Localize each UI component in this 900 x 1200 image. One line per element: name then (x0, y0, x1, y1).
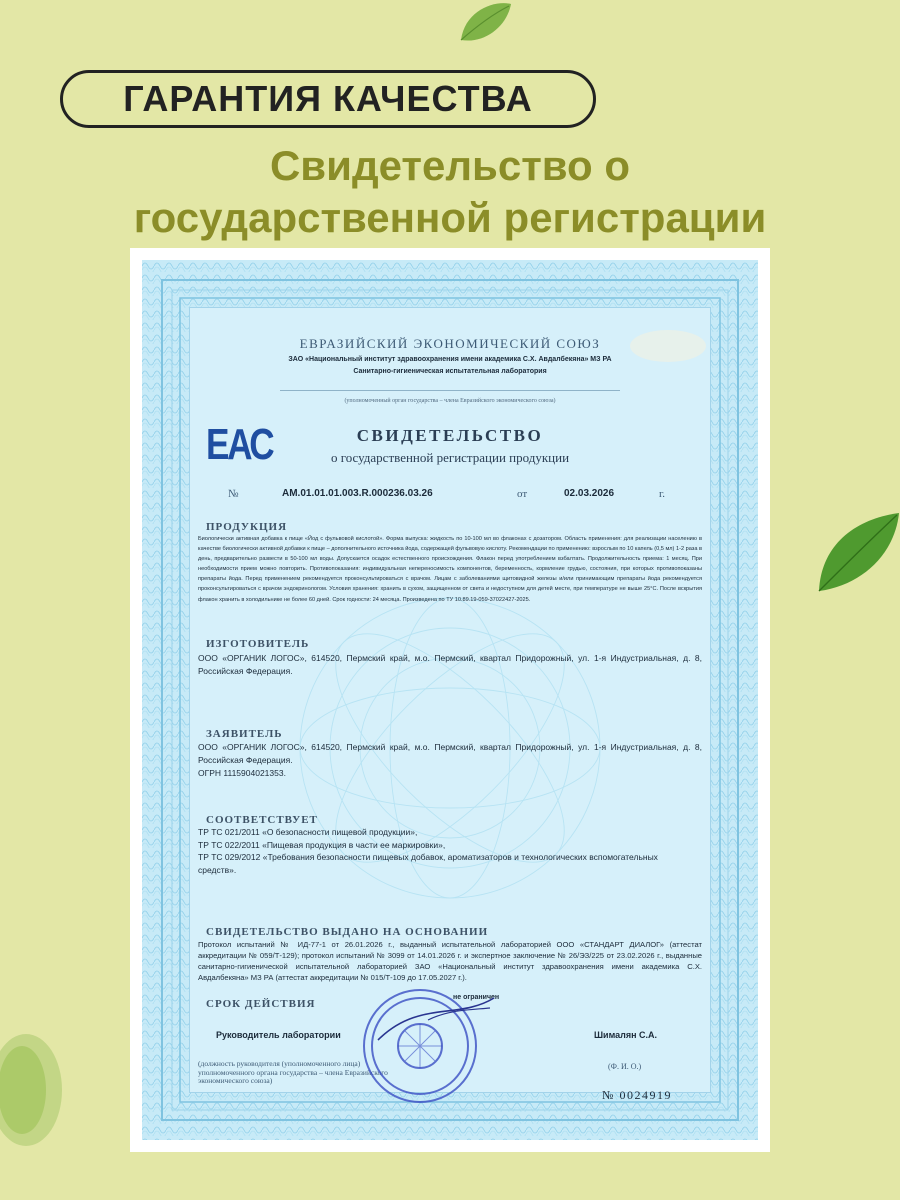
signatory-name: Шималян С.А. (594, 1030, 658, 1040)
leaf-bottom-left-icon (0, 1030, 80, 1150)
title-line-2: государственной регистрации (133, 194, 767, 241)
manufacturer-text: ООО «ОРГАНИК ЛОГОС», 614520, Пермский край, м.о. Пермский, квартал Придорожный, ул. 1-я Индустриальная, д. 8, Российская Федерация. (198, 653, 702, 676)
authority-rule (280, 390, 620, 391)
document-subtitle: о государственной регистрации продукции (330, 450, 570, 465)
leaf-right-icon (815, 505, 900, 595)
validity-heading: СРОК ДЕЙСТВИЯ (206, 998, 316, 1010)
basis-heading: СВИДЕТЕЛЬСТВО ВЫДАНО НА ОСНОВАНИИ (206, 926, 489, 938)
compliance-heading: СООТВЕТСТВУЕТ (206, 814, 318, 826)
date-label: от (517, 488, 528, 500)
institute-name: ЗАО «Национальный институт здравоохранения имени академика С.Х. Авдалбекяна» МЗ РА (288, 356, 612, 363)
official-stamp-icon (358, 980, 498, 1110)
basis-text: Протокол испытаний № ИД-77-1 от 26.01.2026 г., выданный испытательной лабораторией ООО «СТАНДАРТ ДИАЛОГ» (аттестат аккредитации № 059/Т-129); протокол испытаний № 3099 от 14.01.2026 г. и экспертное заключение № 26/ЭЗ/225 от 23.02.2026 г., выданные санитарно-гигиенической испытательной лабораторией ЗАО «Национальный институт здравоохранения имени академика С.Х. Авдалбекяна» МЗ РА (аттестат аккредитации № 015/Т-109 до 17.05.2027 г.). (198, 940, 702, 982)
eac-logo: ЕАС (206, 420, 273, 469)
quality-badge (60, 70, 596, 128)
compliance-item: ТР ТС 029/2012 «Требования безопасности пищевых добавок, ароматизаторов и технологических вспомогательных средств». (198, 852, 658, 875)
form-number: № 0024919 (602, 1088, 672, 1102)
year-suffix: г. (659, 488, 666, 500)
certificate-number: AM.01.01.01.003.R.000236.03.26 (282, 488, 433, 499)
laboratory-name: Санитарно-гигиеническая испытательная лаборатория (353, 368, 547, 375)
applicant-heading: ЗАЯВИТЕЛЬ (206, 728, 283, 740)
role-note: (должность руководителя (уполномоченного лица) уполномоченного органа государства – члена Евразийского экономического союза) (198, 1059, 388, 1085)
leaf-top-icon (455, 0, 515, 45)
certificate-date: 02.03.2026 (564, 488, 615, 499)
fio-note: (Ф. И. О.) (608, 1062, 642, 1071)
authority-note: (уполномоченный орган государства – члена Евразийского экономического союза) (344, 398, 556, 404)
badge-label: ГАРАНТИЯ КАЧЕСТВА (123, 78, 533, 119)
compliance-item: ТР ТС 021/2011 «О безопасности пищевой продукции», (198, 827, 418, 837)
manufacturer-heading: ИЗГОТОВИТЕЛЬ (206, 638, 310, 650)
document-title: СВИДЕТЕЛЬСТВО (356, 426, 544, 445)
compliance-item: ТР ТС 022/2011 «Пищевая продукция в части ее маркировки», (198, 839, 446, 850)
title-line-1: Свидетельство о (269, 142, 631, 189)
compliance-list (198, 826, 702, 876)
certificate-body (190, 308, 710, 1102)
union-name: ЕВРАЗИЙСКИЙ ЭКОНОМИЧЕСКИЙ СОЮЗ (299, 336, 601, 351)
signatory-role: Руководитель лаборатории (216, 1030, 341, 1040)
applicant-text: ООО «ОРГАНИК ЛОГОС», 614520, Пермский край, м.о. Пермский, квартал Придорожный, ул. 1-я Индустриальная, д. 8, Российская Федерация. (198, 742, 702, 765)
product-text: Биологически активная добавка к пище «Йод с фульвовой кислотой». Форма выпуска: жидкость по 10-100 мл во флаконах с дозатором. Область применения: для реализации населению в качестве биологически активной добавки к пище – дополнительного источника йода, содержащей фульвовую кислоту. Рекомендации по применению: взрослым по 10 капель (0,5 мл) 1-2 раза в день, предварительно развести в 50-100 мл воды. Допускается осадок естественного происхождения. Флакон перед употреблением взбалтать. Продолжительность приема: 1 месяц. При необходимости прием можно повторить. Противопоказания: индивидуальная непереносимость компонентов, беременность, кормление грудью, состояния, при которых противопоказаны препараты йода. Перед применением рекомендуется проконсультироваться с врачом. Лицам с заболеваниями щитовидной железы и/или принимающим препараты йода рекомендуется проконсультироваться с врачом эндокринологом. Условия хранения: хранить в сухом, защищенном от света и недоступном для детей месте, при температуре не выше 25°С. После вскрытия флакон хранить в холодильнике не более 60 дней. Срок годности: 24 месяца. Произведена по ТУ 10.89.19-059-37022427-2025. (198, 536, 702, 603)
number-label: № (228, 488, 239, 500)
applicant-ogrn: ОГРН 1115904021353. (198, 768, 286, 778)
certificate-image (130, 248, 770, 1152)
product-heading: ПРОДУКЦИЯ (206, 521, 288, 533)
page-title (0, 140, 900, 244)
certificate-sheet (142, 260, 758, 1140)
validity-value: не ограничен (453, 994, 500, 1001)
